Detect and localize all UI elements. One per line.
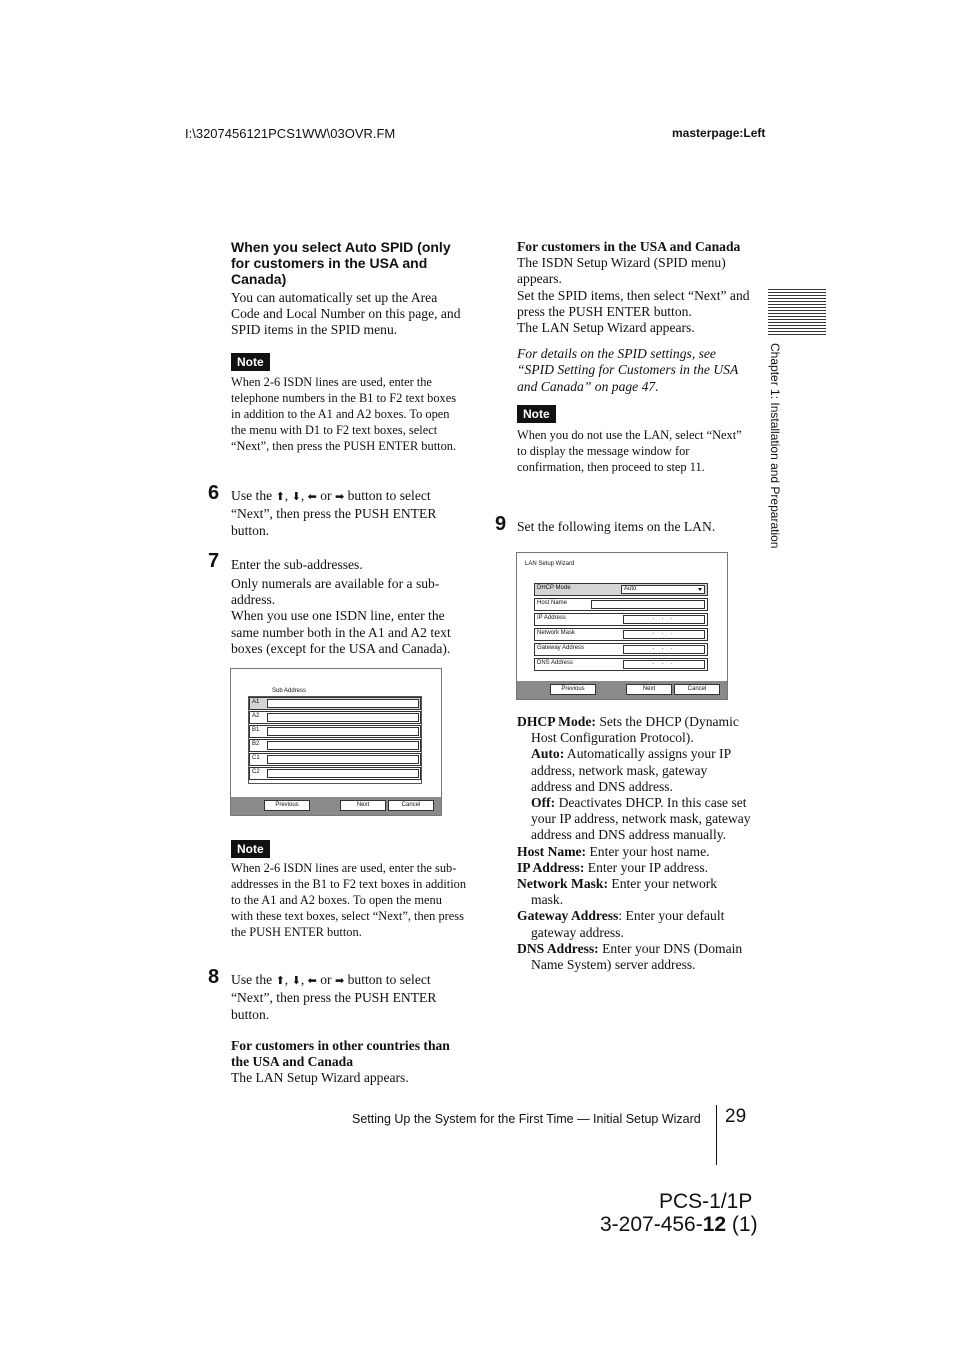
sub-address-row[interactable]: B1 [249, 725, 421, 738]
lan-setup-screen [516, 552, 728, 700]
dhcp-mode-row[interactable] [534, 583, 708, 596]
note-badge: Note [231, 353, 270, 371]
cancel-button[interactable]: Cancel [388, 800, 434, 811]
model-name: PCS-1/1P [659, 1190, 753, 1213]
dns-address-field[interactable]: . . . [623, 660, 705, 669]
button-bar [517, 681, 727, 699]
previous-button[interactable]: Previous [264, 800, 310, 811]
spid-cross-reference: For details on the SPID settings, see “SPID Setting for Customers in the USA and Canada” on page 47. [517, 346, 739, 394]
ip-address-field[interactable]: . . . [623, 615, 705, 624]
sub-address-row[interactable]: B2 [249, 739, 421, 752]
section-title: Setting Up the System for the First Time — Initial Setup Wizard [352, 1112, 701, 1126]
page-divider [716, 1105, 717, 1165]
up-arrow-icon: ⬆ [275, 974, 285, 987]
sub-address-row[interactable]: C2 [249, 767, 421, 780]
right-arrow-icon: ➡ [334, 490, 345, 503]
note-text: When 2-6 ISDN lines are used, enter the telephone numbers in the B1 to F2 text boxes in addition to the A1 and A2 boxes. To open the menu with D1 to F2 text boxes, select “Next”, then press the PUSH ENTER button. [231, 374, 457, 453]
down-arrow-icon: ⬇ [291, 974, 301, 987]
gateway-address-definition: Gateway Address: Enter your default gateway address. [517, 908, 725, 940]
step-6-text: Use the ⬆, ⬇, ⬅ or ➡ button to select “Next”, then press the PUSH ENTER button. [231, 488, 437, 538]
note-badge: Note [517, 405, 556, 423]
right-column [517, 239, 753, 475]
note-text: When 2-6 ISDN lines are used, enter the sub-addresses in the B1 to F2 text boxes in addition to the A1 and A2 boxes. To open the menu with these text boxes, select “Next”, then press the PUSH ENTER button. [231, 861, 467, 939]
ip-address-definition: IP Address: Enter your IP address. [517, 859, 709, 875]
masterpage-label: masterpage:Left [672, 126, 766, 140]
step-7-text: Only numerals are available for a sub-address. [231, 576, 440, 608]
dhcp-mode-label: DHCP Mode [537, 585, 571, 591]
step-number: 8 [208, 966, 220, 988]
step-number: 9 [495, 513, 507, 535]
step-9-text: Set the following items on the LAN. [517, 519, 716, 534]
network-mask-row[interactable]: Network Mask . . . [534, 628, 708, 641]
host-name-field[interactable] [591, 600, 705, 609]
sub-address-screen [230, 668, 442, 816]
lan-item-definitions [517, 714, 751, 973]
usa-heading: For customers in the USA and Canada [517, 239, 741, 254]
left-column [231, 239, 465, 454]
step-7-block [231, 556, 469, 657]
cancel-button[interactable]: Cancel [674, 684, 720, 695]
left-arrow-icon: ⬅ [307, 974, 317, 987]
dns-address-row[interactable]: DNS Address . . . [534, 658, 708, 671]
chapter-side-tab: Chapter 1: Installation and Preparation [768, 343, 782, 549]
sub-address-row[interactable]: C1 [249, 753, 421, 766]
dns-address-definition: DNS Address: Enter your DNS (Domain Name System) server address. [517, 940, 743, 973]
auto-definition: Auto: Automatically assigns your IP address, network mask, gateway address and DNS address. [531, 746, 731, 794]
next-button[interactable]: Next [626, 684, 672, 695]
step-number: 6 [208, 482, 220, 504]
side-tab-lines [768, 287, 826, 335]
step-7-lead: Enter the sub-addresses. [231, 557, 363, 572]
note-block [231, 840, 467, 940]
up-arrow-icon: ⬆ [275, 490, 285, 503]
document-code: 3-207-456-12 (1) [600, 1213, 758, 1236]
other-countries-heading: For customers in other countries than the USA and Canada [231, 1038, 450, 1070]
usa-text: The LAN Setup Wizard appears. [517, 320, 695, 336]
network-mask-definition: Network Mask: Enter your network mask. [517, 876, 718, 908]
ip-address-row[interactable]: IP Address . . . [534, 613, 708, 626]
host-name-definition: Host Name: Enter your host name. [517, 843, 710, 859]
usa-text: The ISDN Setup Wizard (SPID menu) appears. [517, 255, 726, 287]
sub-address-row[interactable]: A1 [249, 697, 421, 710]
sub-address-row[interactable]: A2 [249, 711, 421, 724]
other-countries-text: The LAN Setup Wizard appears. [231, 1070, 409, 1086]
page-number: 29 [725, 1106, 747, 1127]
off-definition: Off: Deactivates DHCP. In this case set your IP address, network mask, gateway address and DNS address manually. [531, 795, 751, 843]
right-arrow-icon: ➡ [334, 974, 345, 987]
step-7-text: When you use one ISDN line, enter the same number both in the A1 and A2 text boxes (except for the USA and Canada). [231, 608, 451, 656]
button-bar [231, 797, 441, 815]
network-mask-field[interactable]: . . . [623, 630, 705, 639]
dhcp-mode-definition: DHCP Mode: Sets the DHCP (Dynamic Host Configuration Protocol). [517, 714, 739, 746]
step-8-text: Use the ⬆, ⬇, ⬅ or ➡ button to select “Next”, then press the PUSH ENTER button. [231, 972, 437, 1022]
chevron-down-icon [698, 588, 702, 591]
next-button[interactable]: Next [340, 800, 386, 811]
dhcp-mode-select[interactable]: Auto [621, 585, 705, 594]
screen-title: LAN Setup Wizard [525, 561, 575, 567]
down-arrow-icon: ⬇ [291, 490, 301, 503]
gateway-address-row[interactable]: Gateway Address . . . [534, 643, 708, 656]
auto-spid-text: You can automatically set up the Area Code and Local Number on this page, and SPID items in the SPID menu. [231, 290, 461, 338]
file-path: I:\3207456121PCS1WW\03OVR.FM [185, 126, 396, 141]
screen-title: Sub Address [272, 688, 307, 694]
gateway-address-field[interactable]: . . . [623, 645, 705, 654]
auto-spid-heading: When you select Auto SPID (only for customers in the USA and Canada) [231, 239, 451, 287]
other-countries-block [231, 1038, 467, 1087]
host-name-row[interactable]: Host Name [534, 598, 708, 611]
usa-text: Set the SPID items, then select “Next” and press the PUSH ENTER button. [517, 287, 750, 319]
note-badge: Note [231, 840, 270, 858]
note-text: When you do not use the LAN, select “Next” to display the message window for confirmation, then proceed to step 11. [517, 427, 742, 474]
left-arrow-icon: ⬅ [307, 490, 317, 503]
previous-button[interactable]: Previous [550, 684, 596, 695]
step-number: 7 [208, 550, 220, 572]
